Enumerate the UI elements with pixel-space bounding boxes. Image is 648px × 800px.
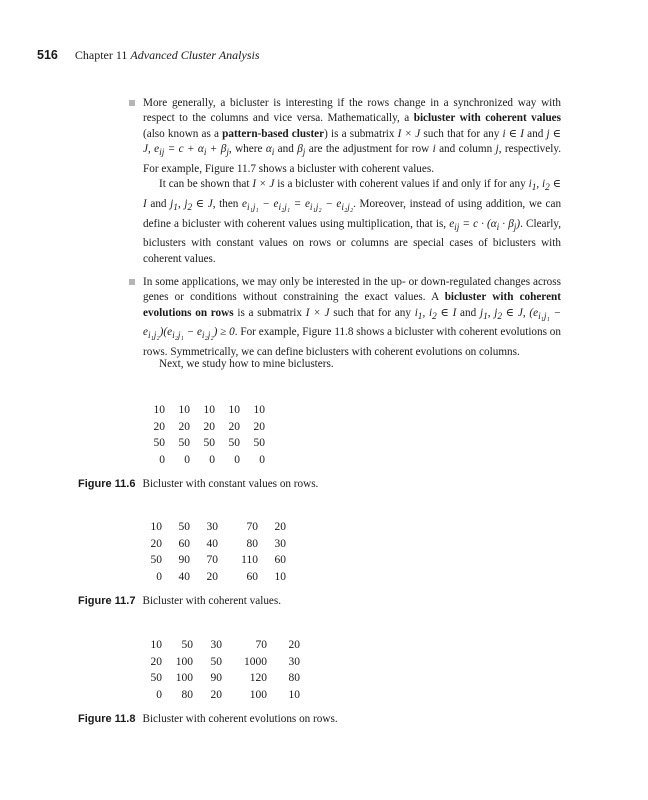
next-paragraph: Next, we study how to mine biclusters. (159, 358, 334, 370)
figure-label: Figure 11.7 (78, 595, 136, 607)
matrix-cell: 20 (150, 655, 162, 668)
bullet-list (143, 96, 561, 361)
matrix-cell: 30 (288, 655, 300, 668)
matrix-cell: 70 (255, 639, 267, 652)
matrix-cell: 30 (206, 521, 218, 534)
matrix-cell: 50 (253, 437, 265, 450)
matrix-cell: 20 (153, 420, 165, 433)
matrix-cell: 10 (150, 639, 162, 652)
matrix-row (140, 569, 286, 586)
matrix-row (140, 637, 300, 654)
matrix-cell: 20 (206, 571, 218, 584)
matrix-cell: 0 (259, 454, 265, 467)
matrix-cell: 60 (274, 554, 286, 567)
term-coherent-evolutions-on-rows: bicluster with coherent evolutions on rows (143, 291, 561, 319)
matrix-row (140, 536, 286, 553)
caption-text: Bicluster with coherent values. (142, 595, 282, 607)
matrix-cell: 120 (249, 672, 267, 685)
caption-text: Bicluster with coherent evolutions on rows. (142, 713, 338, 725)
matrix-row (140, 435, 265, 452)
matrix-cell: 20 (210, 689, 222, 702)
matrix-cell: 10 (228, 404, 240, 417)
matrix-cell: 0 (156, 571, 162, 584)
matrix-cell: 10 (253, 404, 265, 417)
figure-label: Figure 11.6 (78, 478, 136, 490)
term-bicluster-coherent-values: bicluster with coherent values (413, 112, 561, 125)
figure-caption (78, 713, 338, 725)
matrix-figure-11-7 (140, 519, 286, 585)
bullet-coherent-evolutions (143, 275, 561, 361)
matrix-row (140, 687, 300, 704)
chapter-title: Advanced Cluster Analysis (130, 48, 260, 62)
matrix-cell: 10 (274, 571, 286, 584)
matrix-row (140, 654, 300, 671)
matrix-row (140, 452, 265, 469)
matrix-cell: 70 (246, 521, 258, 534)
matrix-cell: 60 (178, 537, 190, 550)
matrix-cell: 10 (150, 521, 162, 534)
matrix-cell: 90 (210, 672, 222, 685)
page-number: 516 (37, 48, 58, 62)
matrix-cell: 50 (228, 437, 240, 450)
matrix-cell: 20 (228, 420, 240, 433)
matrix-cell: 10 (203, 404, 215, 417)
caption-text: Bicluster with constant values on rows. (142, 478, 319, 490)
bullet-marker-icon (129, 100, 135, 106)
matrix-cell: 50 (153, 437, 165, 450)
matrix-figure-11-6 (140, 402, 265, 468)
matrix-cell: 0 (234, 454, 240, 467)
matrix-row (140, 552, 286, 569)
figure-label: Figure 11.8 (78, 713, 136, 725)
matrix-cell: 60 (246, 571, 258, 584)
bullet-marker-icon (129, 279, 135, 285)
matrix-row (140, 402, 265, 419)
matrix-cell: 0 (156, 689, 162, 702)
matrix-cell: 50 (150, 672, 162, 685)
matrix-cell: 10 (153, 404, 165, 417)
matrix-cell: 50 (178, 521, 190, 534)
matrix-cell: 50 (181, 639, 193, 652)
matrix-figure-11-8 (140, 637, 300, 703)
matrix-cell: 10 (288, 689, 300, 702)
matrix-cell: 80 (246, 537, 258, 550)
matrix-cell: 100 (175, 655, 193, 668)
matrix-cell: 40 (178, 571, 190, 584)
matrix-row (140, 670, 300, 687)
matrix-cell: 50 (210, 655, 222, 668)
matrix-cell: 100 (175, 672, 193, 685)
matrix-row (140, 419, 265, 436)
matrix-cell: 0 (209, 454, 215, 467)
figure-caption (78, 478, 318, 490)
bullet-coherent-values (143, 96, 561, 267)
matrix-cell: 20 (274, 521, 286, 534)
matrix-cell: 50 (178, 437, 190, 450)
matrix-row (140, 519, 286, 536)
matrix-cell: 10 (178, 404, 190, 417)
paragraph: More generally, a bicluster is interesting if the rows change in a synchronized way with respect to the columns and vice versa. Mathematically, a bicluster with coherent values (also known as a pattern-based cluster) is a submatrix I × J such that for any i ∈ I and j ∈ J, $e_{ij} = c + \alpha_i + \beta_j$, where $\alpha_i$ and $\beta_j$ are the adjustment for row i and column j, respectively. For example, Figure 11.7 shows a bicluster with coherent values. (143, 97, 562, 175)
matrix-cell: 110 (241, 554, 258, 567)
matrix-cell: 30 (274, 537, 286, 550)
running-header (37, 48, 260, 63)
matrix-cell: 20 (203, 420, 215, 433)
matrix-cell: 1000 (244, 655, 267, 668)
matrix-cell: 50 (150, 554, 162, 567)
matrix-cell: 50 (203, 437, 215, 450)
matrix-cell: 70 (206, 554, 218, 567)
matrix-cell: 20 (253, 420, 265, 433)
chapter-label: Chapter 11 (74, 48, 128, 62)
matrix-cell: 40 (206, 537, 218, 550)
figure-caption (78, 595, 281, 607)
matrix-cell: 0 (184, 454, 190, 467)
matrix-cell: 80 (181, 689, 193, 702)
matrix-cell: 0 (159, 454, 165, 467)
matrix-cell: 30 (210, 639, 222, 652)
paragraph: In some applications, we may only be interested in the up- or down-regulated changes across genes or conditions without constraining the exact values. A bicluster with coherent evolutions on rows is a submatrix I × J such that for any $i_1$, $i_2$ ∈ I and $j_1$, $j_2$ ∈ J, $(e_{i_1j_1} - e_{i_1j_2})(e_{i_2j_1} - e_{i_2j_2}) \ge 0$. For example, Figure 11.8 shows a bicluster with coherent evolutions on rows. Symmetrically, we can define biclusters with coherent evolutions on columns. (143, 276, 562, 359)
matrix-cell: 90 (178, 554, 190, 567)
matrix-cell: 80 (288, 672, 300, 685)
matrix-cell: 20 (178, 420, 190, 433)
paragraph: It can be shown that I × J is a bicluster with coherent values if and only if for any $i_1$, $i_2$ ∈ I and $j_1$, $j_2$ ∈ J, then $e_{i_1j_1} - e_{i_2j_1} = e_{i_1j_2} - e_{i_2j_2}$. Moreover, instead of using addition, we can define a bicluster with coherent values using multiplication, that is, $e_{ij} = c \cdot (\alpha_i \cdot \beta_j)$. Clearly, biclusters with constant values on rows or columns are special cases of biclusters with coherent values. (143, 178, 562, 265)
term-pattern-based-cluster: pattern-based cluster (222, 127, 325, 140)
matrix-cell: 20 (150, 537, 162, 550)
matrix-cell: 100 (249, 689, 267, 702)
matrix-cell: 20 (288, 639, 300, 652)
